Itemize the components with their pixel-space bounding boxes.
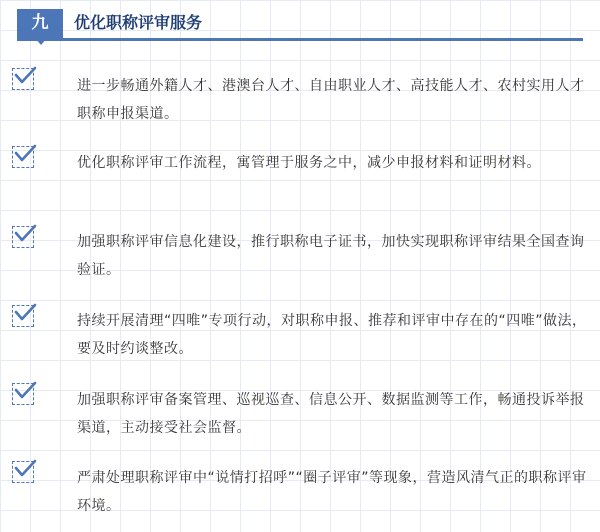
section-title: 优化职称评审服务 [74, 13, 203, 32]
checked-box-icon [12, 146, 34, 168]
list-item-text: 进一步畅通外籍人才、港澳台人才、自由职业人才、高技能人才、农村实用人才职称申报渠道。 [77, 78, 585, 122]
list-item-text: 持续开展清理“四唯”专项行动，对职称申报、推荐和评审中存在的“四唯”做法，要及时约谈整改。 [77, 313, 587, 357]
checked-box-icon [12, 226, 34, 248]
checked-box-icon [12, 68, 34, 90]
list-item-text: 严肃处理职称评审中“说情打招呼”“圈子评审”等现象，营造风清气正的职称评审环境。 [77, 470, 587, 514]
checked-box-icon [12, 461, 34, 483]
list-item-text: 加强职称评审备案管理、巡视巡查、信息公开、数据监测等工作，畅通投诉举报渠道，主动接受社会监督。 [77, 392, 585, 436]
section-number-badge: 九 [17, 9, 63, 38]
checked-box-icon [12, 383, 34, 405]
checked-box-icon [12, 305, 34, 327]
list-item-text: 优化职称评审工作流程，寓管理于服务之中，减少申报材料和证明材料。 [77, 155, 541, 171]
list-item-text: 加强职称评审信息化建设，推行职称电子证书，加快实现职称评审结果全国查询验证。 [77, 234, 585, 278]
